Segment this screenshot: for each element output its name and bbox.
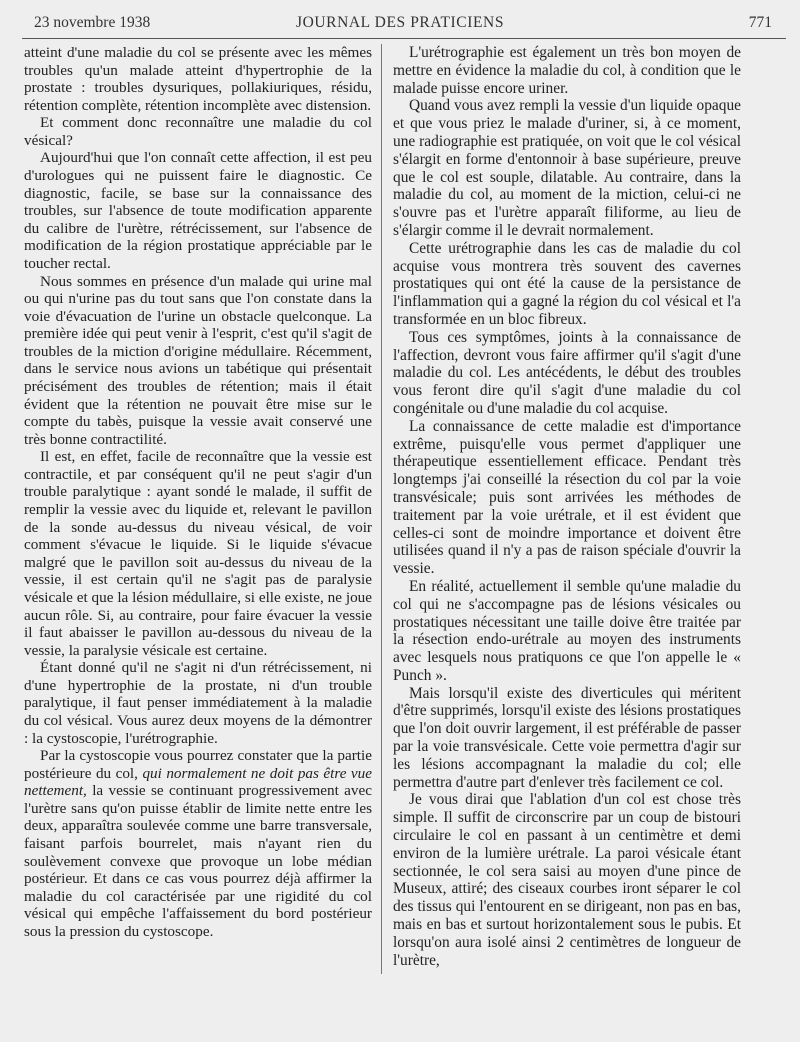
paragraph: L'urétrographie est également un très bon moyen de mettre en évidence la maladie du col, à condition que le malade puisse encore uriner. xyxy=(393,44,741,97)
paragraph: Mais lorsqu'il existe des diverticules qui méritent d'être supprimés, lorsqu'il existe des lésions prostatiques que l'on doit ouvrir largement, il est préférable de passer par la voie transvésicale. Cette voie permettra d'agir sur les lésions accompagnant la maladie du col; elle permettra d'autre part d'enlever très facilement ce col. xyxy=(393,684,741,791)
paragraph: Quand vous avez rempli la vessie d'un liquide opaque et que vous priez le malade d'uriner, si, à ce moment, une radiographie est pratiquée, on voit que le col vésical s'élargit en forme d'entonnoir à base supérieure, preuve que le col est souple, dilatable. Au contraire, dans la maladie du col, au moment de la miction, celui-ci ne s'ouvre pas et l'urètre apparaît filiforme, au lieu de s'élargir comme il le devrait normalement. xyxy=(393,97,741,239)
paragraph xyxy=(24,747,372,940)
paragraph: atteint d'une maladie du col se présente avec les mêmes troubles qu'un malade atteint d'hypertrophie de la prostate : troubles dysuriques, pollakiuriques, résidu, rétention complète, rétention incomplète avec distension. xyxy=(24,44,372,114)
paragraph: Tous ces symptômes, joints à la connaissance de l'affection, devront vous faire affirmer qu'il s'agit d'une maladie du col. Les antécédents, le début des troubles vous feront dire qu'il s'agit d'une maladie du col congénitale ou d'une maladie du col acquise. xyxy=(393,328,741,417)
paragraph: Aujourd'hui que l'on connaît cette affection, il est peu d'urologues qui ne puissent faire le diagnostic. Ce diagnostic, facile, se base sur la connaissance des troubles, sur l'absence de toute modification apparente du calibre de l'urètre, rétrécissement, sur l'absence de modification de la région prostatique appréciable par le toucher rectal. xyxy=(24,149,372,272)
paragraph: Et comment donc reconnaître une maladie du col vésical? xyxy=(24,114,372,149)
italic-phrase: qui normalement ne doit pas être vue nettement, xyxy=(24,764,373,800)
column-divider xyxy=(381,44,382,974)
paragraph: Il est, en effet, facile de reconnaître que la vessie est contractile, et par conséquent qu'il ne peut s'agir d'un trouble paralytique : ayant sondé le malade, il suffit de remplir la vessie avec du liquide et, relevant le pavillon de la sonde au-dessus du niveau vésical, de voir comment s'évacue le liquide. Si le liquide s'évacue malgré que le pavillon soit au-dessus du niveau de la vessie, il est certain qu'il ne s'agit pas de paralysie vésicale et que la lésion médullaire, si elle existe, ne joue aucun rôle. Si, au contraire, pour faire évacuer la vessie il faut abaisser le pavillon au-dessous du niveau de la vessie, la paralysie vésicale est certaine. xyxy=(24,448,372,659)
paragraph-text: Par la cystoscopie vous pourrez constater que la partie postérieure du col, xyxy=(24,747,372,782)
paragraph: Étant donné qu'il ne s'agit ni d'un rétrécissement, ni d'une hypertrophie de la prostate, ni d'un trouble paralytique, il faut penser immédiatement à la maladie du col vésical. Vous aurez deux moyens de la démontrer : la cystoscopie, l'urétrographie. xyxy=(24,659,372,747)
header-journal-title: JOURNAL DES PRATICIENS xyxy=(295,14,505,31)
paragraph-text: la vessie se continuant progressivement avec l'urètre sans qu'on puisse établir de limite nette entre les deux, apparaîtra soulevée comme une barre transversale, faisant parfois bourrelet, mais n'ayant rien du soulèvement convexe que provoque un lobe médian postérieur. Et dans ce cas vous pourrez déjà affirmer la maladie du col caractérisée par une rigidité du col vésical qui empêche l'affaissement du bord postérieur sous la pression du cystoscope. xyxy=(24,782,372,940)
header-rule xyxy=(22,38,786,39)
paragraph: Je vous dirai que l'ablation d'un col est chose très simple. Il suffit de circonscrire par un coup de bistouri circulaire le col en passant à un centimètre et demi environ de la lumière urétrale. La paroi vésicale étant sectionnée, le col sera saisi au moyen d'une pince de Museux, attiré; des ciseaux courbes iront séparer le col des tissus qui l'entourent en se dirigeant, non pas en bas, mais en bas et surtout horizontalement sous le pubis. Et lorsqu'on aura isolé ainsi 2 centimètres de longueur de l'urètre, xyxy=(393,791,741,969)
header-date: 23 novembre 1938 xyxy=(34,14,151,31)
paragraph: Nous sommes en présence d'un malade qui urine mal ou qui n'urine pas du tout sans que l'on constate dans la voie d'évacuation de l'urine un obstacle quelconque. La première idée qui peut venir à l'esprit, c'est qu'il s'agit de troubles de la miction d'origine médullaire. Récemment, dans le service nous avions un tabétique qui présentait précisément des troubles de rétention; mais il était évident que la rétention ne pouvait être mise sur le compte du tabès, puisque la vessie avait conservé une très bonne contractilité. xyxy=(24,272,372,448)
paragraph: La connaissance de cette maladie est d'importance extrême, puisqu'elle vous permet d'appliquer une thérapeutique essentiellement efficace. Pendant très longtemps j'ai conseillé la résection du col par la voie transvésicale; puis sont arrivées les méthodes de traitement par la voie urétrale, et il est évident que celles-ci sont de moindre importance et doivent être utilisées quand il n'y a pas de raison spéciale d'ouvrir la vessie. xyxy=(393,417,741,578)
right-column xyxy=(393,44,741,969)
left-column xyxy=(24,44,372,940)
paragraph: Cette urétrographie dans les cas de maladie du col acquise vous montrera très souvent des cavernes prostatiques qui ont été la cause de la persistance de l'inflammation qui a gagné la région du col vésical et l'a transformée en un bloc fibreux. xyxy=(393,239,741,328)
paragraph: En réalité, actuellement il semble qu'une maladie du col qui ne s'accompagne pas de lésions vésicales ou prostatiques nécessitant une taille doive être traitée par la résection endo-urétrale au moyen des instruments avec lesquels nous pratiquons ce que l'on appelle le « Punch ». xyxy=(393,577,741,684)
page-header xyxy=(28,14,772,36)
header-page-number: 771 xyxy=(748,14,772,31)
